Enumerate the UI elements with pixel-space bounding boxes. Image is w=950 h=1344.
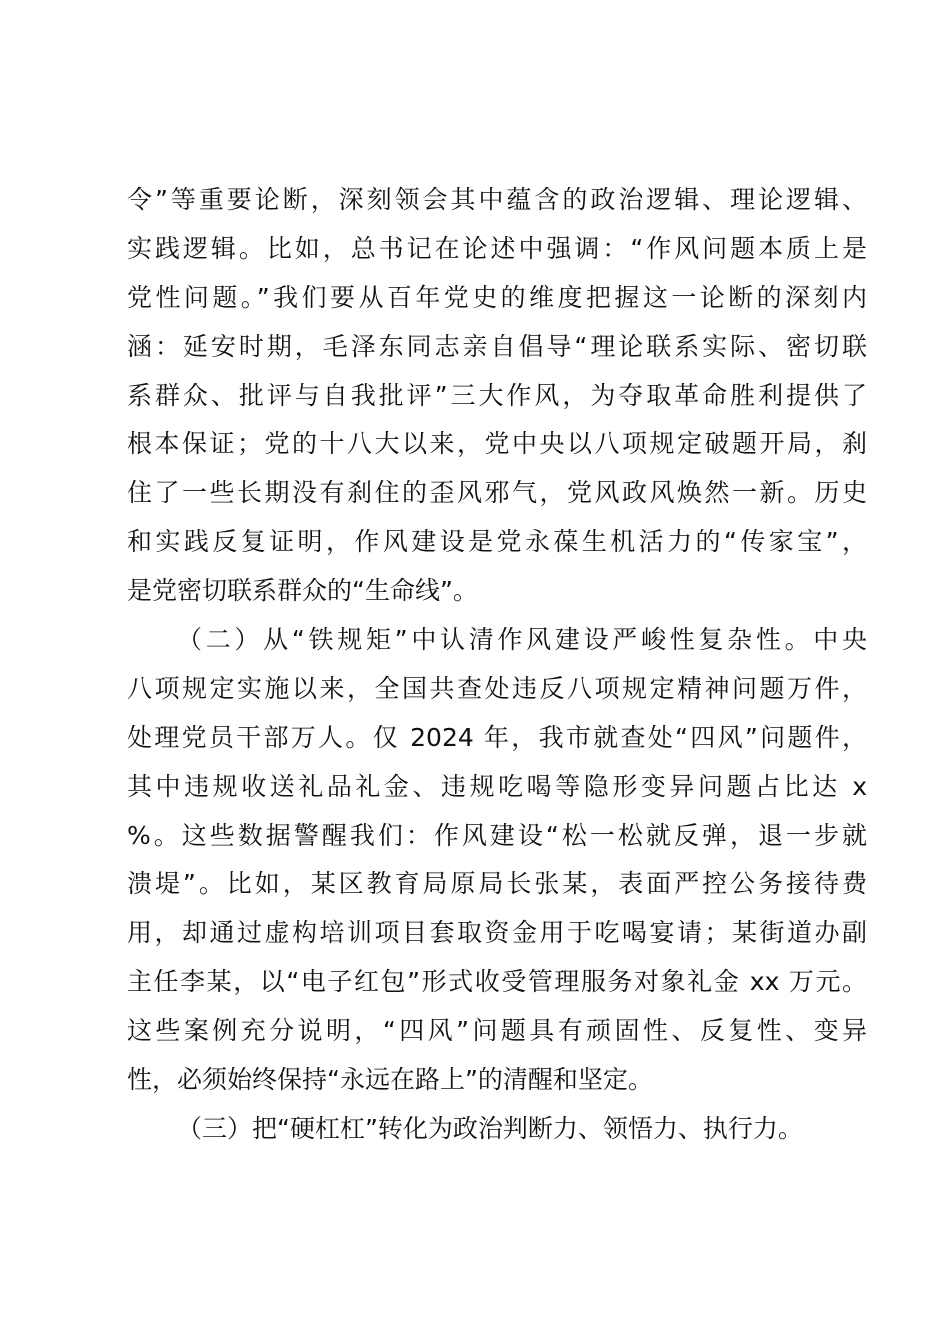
body-text-line: 主任李某，以“电子红包”形式收受管理服务对象礼金 xx 万元。 [127,967,867,997]
body-text-line: 其中违规收送礼品礼金、违规吃喝等隐形变异问题占比达 x [127,771,867,801]
body-text-line: 涵：延安时期，毛泽东同志亲自倡导“理论联系实际、密切联 [127,331,867,361]
document-body [127,176,867,1154]
body-text-line: 这些案例充分说明，“四风”问题具有顽固性、反复性、变异 [127,1016,867,1046]
body-text-line: 处理党员干部万人。仅 2024 年，我市就查处“四风”问题件， [127,722,867,752]
body-text-line: 性，必须始终保持“永远在路上”的清醒和坚定。 [127,1065,653,1095]
body-text-line: 根本保证；党的十八大以来，党中央以八项规定破题开局，刹 [127,429,867,459]
body-text-line: 令”等重要论断，深刻领会其中蕴含的政治逻辑、理论逻辑、 [127,185,867,214]
section-heading-line: （三）把“硬杠杠”转化为政治判断力、领悟力、执行力。 [177,1113,803,1143]
body-text-line: 党性问题。”我们要从百年党史的维度把握这一论断的深刻内 [127,282,867,312]
body-text-line: 是党密切联系群众的“生命线”。 [127,576,478,606]
section-heading-line: （二）从“铁规矩”中认清作风建设严峻性复杂性。中央 [177,625,867,655]
body-text-line: 系群众、批评与自我批评”三大作风，为夺取革命胜利提供了 [127,380,867,410]
body-text-line: 实践逻辑。比如，总书记在论述中强调：“作风问题本质上是 [127,233,867,263]
body-text-line: %。这些数据警醒我们：作风建设“松一松就反弹，退一步就 [127,820,867,850]
body-text-line: 八项规定实施以来，全国共查处违反八项规定精神问题万件， [127,673,867,703]
body-text-line: 溃堤”。比如，某区教育局原局长张某，表面严控公务接待费 [127,869,867,899]
body-text-line: 住了一些长期没有刹住的歪风邪气，党风政风焕然一新。历史 [127,478,867,508]
body-text-line: 用，却通过虚构培训项目套取资金用于吃喝宴请；某街道办副 [127,918,867,948]
body-text-line: 和实践反复证明，作风建设是党永葆生机活力的“传家宝”， [127,527,867,557]
